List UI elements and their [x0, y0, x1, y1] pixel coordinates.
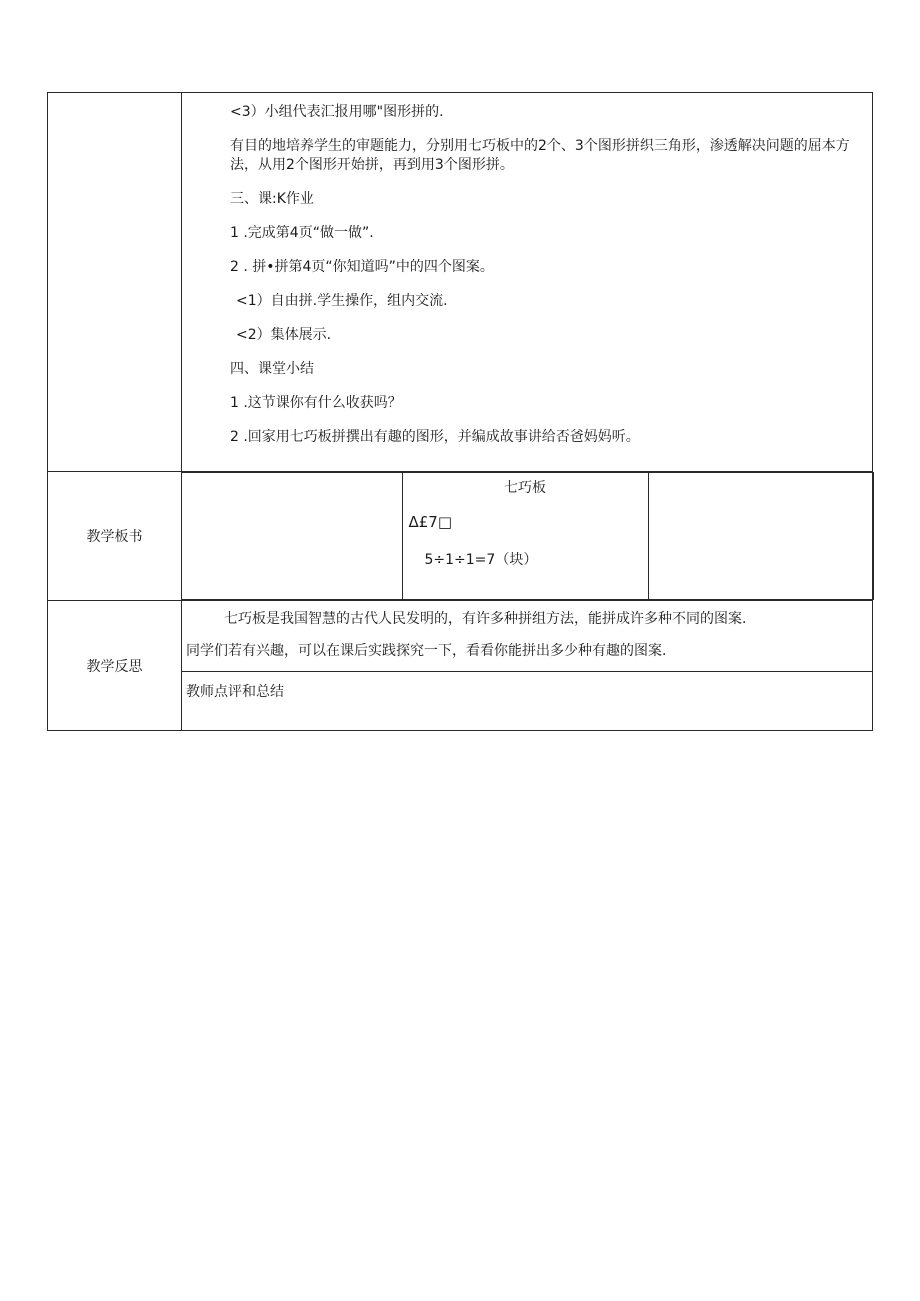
reflection-line-1: 七巧板是我国智慧的古代人民发明的，有许多种拼组方法，能拼成许多种不同的图案.	[224, 611, 747, 627]
summary-item-1: 1 .这节课你有什么收获吗？	[230, 395, 402, 411]
homework-item-2: 2 . 拼•拼第4页“你知道吗”中的四个图案。	[230, 259, 494, 275]
lesson-steps-label-cell	[48, 93, 182, 472]
board-cell	[182, 472, 873, 601]
teacher-comment-label: 教师点评和总结	[186, 684, 284, 700]
board-equation: 5÷1÷1=7（块）	[424, 552, 538, 568]
homework-subitem-2: <2）集体展示.	[236, 327, 332, 343]
reflection-cell	[182, 601, 873, 731]
homework-subitem-1: <1）自由拼.学生操作，组内交流.	[236, 293, 448, 309]
reflection-label: 教学反思	[48, 601, 182, 731]
board-left-cell	[182, 473, 402, 600]
summary-heading: 四、课堂小结	[230, 361, 314, 377]
board-label: 教学板书	[48, 472, 182, 601]
board-inner-table	[182, 472, 874, 600]
summary-item-2: 2 .回家用七巧板拼撰出有趣的图形，并编成故事讲给否爸妈妈听。	[230, 429, 640, 445]
reflection-line-2: 同学们若有兴趣，可以在课后实践探究一下，看看你能拼出多少种有趣的图案.	[186, 643, 667, 659]
lesson-steps-content	[182, 93, 872, 453]
homework-item-1: 1 .完成第4页“做一做”.	[230, 225, 374, 241]
board-shapes-line: Δ£7□	[408, 513, 453, 531]
lesson-steps-cell	[182, 93, 873, 472]
board-right-cell	[648, 473, 873, 600]
lesson-steps-row	[48, 93, 873, 472]
board-middle-cell	[402, 473, 648, 600]
step-purpose-paragraph: 有目的地培养学生的审题能力，分别用七巧板中的2个、3个图形拼织三角形，渗透解决问题的屈本方法，从用2个图形开始拼，再到用3个图形拼。	[230, 138, 850, 173]
board-row	[48, 472, 873, 601]
reflection-row	[48, 601, 873, 731]
lesson-plan-table	[47, 92, 873, 731]
reflection-text	[182, 601, 872, 672]
homework-heading: 三、课:K作业	[230, 191, 314, 207]
step-report-line: <3）小组代表汇报用哪"图形拼的.	[230, 104, 444, 120]
board-title: 七巧板	[504, 480, 546, 496]
